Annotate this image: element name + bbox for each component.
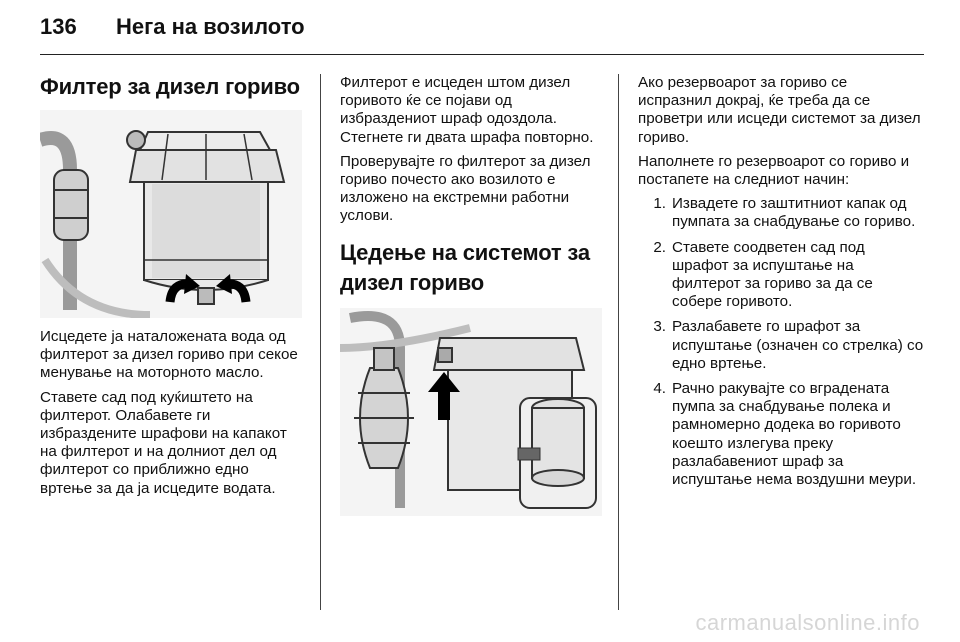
step-number: 1.: [653, 195, 666, 213]
column-divider-2: [618, 74, 619, 610]
list-item: [638, 195, 924, 231]
list-item: [638, 239, 924, 312]
list-item: [638, 380, 924, 489]
header-rule: [40, 54, 924, 55]
steps-list: [638, 195, 924, 489]
step-text: Ставете соодветен сад под шрафот за испуштање на филтерот за гориво за да се собере горивото.: [672, 238, 873, 311]
body-paragraph: Ако резервоарот за гориво се испразнил докрај, ќе треба да се проветри или исцеди системот за дизел гориво.: [638, 74, 921, 146]
column-1: [40, 74, 304, 504]
fuel-system-bleeding-illustration: [340, 308, 602, 516]
page-number: 136: [40, 14, 77, 39]
column-divider-1: [320, 74, 321, 610]
body-paragraph: Ставете сад под куќиштето на филтерот. Олабавете ги избраздените шрафови на капакот на филтерот и на долниот дел од филтерот со приближно едно вртење за да ја исцедите водата.: [40, 388, 287, 497]
step-text: Разлабавете го шрафот за испуштање (означен со стрелка) со едно вртење.: [672, 318, 924, 372]
column-3: [638, 74, 924, 496]
list-item: [638, 318, 924, 373]
body-paragraph: Наполнете го резервоарот со гориво и постапете на следниот начин:: [638, 152, 910, 189]
column-2: [340, 74, 604, 516]
diesel-filter-illustration: [40, 110, 302, 318]
running-title: Нега на возилото: [116, 14, 305, 39]
step-number: 2.: [653, 238, 666, 256]
section-heading-bleeding: Цедење на системот за дизел гориво: [340, 239, 590, 295]
watermark: carmanualsonline.info: [695, 610, 920, 635]
step-number: 3.: [653, 318, 666, 336]
step-text: Рачно ракувајте со вградената пумпа за снабдување полека и рамномерно додека во горивото коешто излегува преку разлабавениот шраф за испуштање нема воздушни меури.: [672, 380, 917, 489]
step-number: 4.: [653, 380, 666, 398]
step-text: Извадете го заштитниот капак од пумпата за снабдување со гориво.: [672, 195, 916, 231]
body-paragraph: Проверувајте го филтерот за дизел гориво почесто ако возилото е изложено на екстремни работни услови.: [340, 152, 591, 225]
section-heading-diesel-filter: Филтер за дизел гориво: [40, 74, 300, 99]
body-paragraph: Филтерот е исцеден штом дизел горивото ќе се појави од избраздениот шраф одоздола. Стегнете ги двата шрафа повторно.: [340, 74, 594, 146]
body-paragraph: Исцедете ја наталожената вода од филтерот за дизел гориво при секое менување на моторното масло.: [40, 328, 298, 382]
